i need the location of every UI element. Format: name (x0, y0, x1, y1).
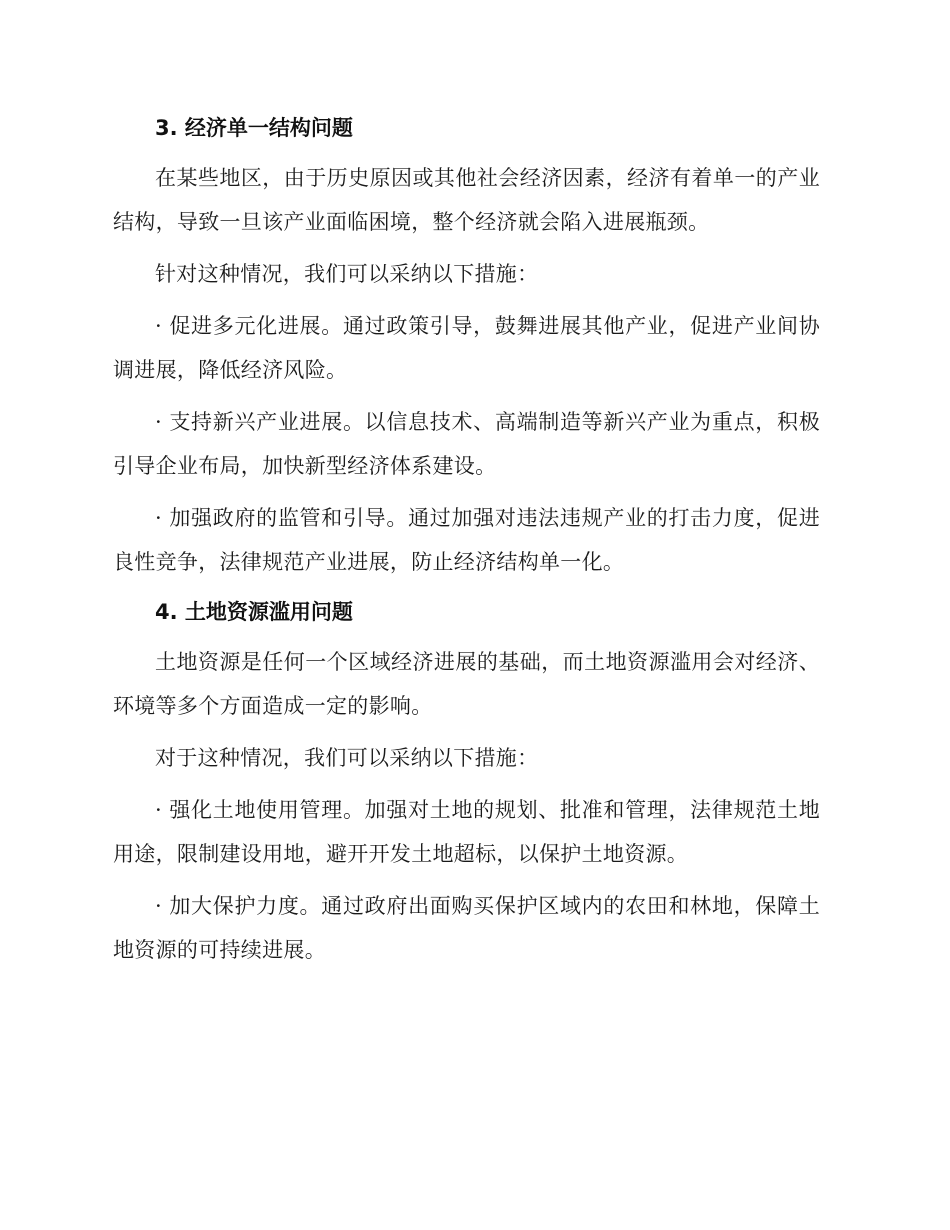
section-3-bullet-2: · 支持新兴产业进展。以信息技术、高端制造等新兴产业为重点，积极引导企业布局，加快新型经济体系建设。 (113, 410, 820, 478)
section-4-paragraph-1: 土地资源是任何一个区域经济进展的基础，而土地资源滥用会对经济、环境等多个方面造成一定的影响。 (113, 650, 820, 718)
section-4-heading: 4. 土地资源滥用问题 (155, 600, 353, 624)
section-4-bullet-1: · 强化土地使用管理。加强对土地的规划、批准和管理，法律规范土地用途，限制建设用地，避开开发土地超标，以保护土地资源。 (113, 798, 820, 866)
section-3-paragraph-1: 在某些地区，由于历史原因或其他社会经济因素，经济有着单一的产业结构，导致一旦该产业面临困境，整个经济就会陷入进展瓶颈。 (113, 166, 820, 234)
section-3-heading: 3. 经济单一结构问题 (155, 116, 353, 140)
section-4-paragraph-2: 对于这种情况，我们可以采纳以下措施： (155, 746, 539, 770)
section-4-bullet-2: · 加大保护力度。通过政府出面购买保护区域内的农田和林地，保障土地资源的可持续进展。 (113, 894, 820, 962)
section-3-paragraph-2: 针对这种情况，我们可以采纳以下措施： (155, 262, 539, 286)
section-3-bullet-3: · 加强政府的监管和引导。通过加强对违法违规产业的打击力度，促进良性竞争，法律规范产业进展，防止经济结构单一化。 (113, 506, 820, 574)
section-3-bullet-1: · 促进多元化进展。通过政策引导，鼓舞进展其他产业，促进产业间协调进展，降低经济风险。 (113, 314, 820, 382)
